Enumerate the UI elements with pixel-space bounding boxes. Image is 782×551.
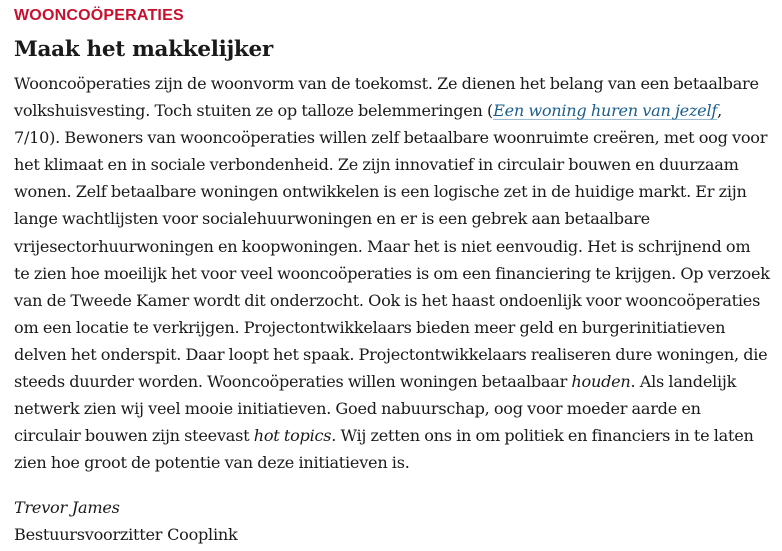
author-name: Trevor James (14, 498, 120, 518)
article-headline: Maak het makkelijker (14, 37, 273, 62)
referenced-article-link[interactable]: Een woning huren van jezelf (493, 101, 718, 121)
body-text-part-4: . Wij zetten ons in om politiek en financiers in te laten zien hoe groot de potentie van deze initiatieven is. (14, 426, 754, 473)
signature-block (14, 494, 770, 548)
body-text-part-2: , 7/10). Bewoners van wooncoöperaties willen zelf betaalbare woonruimte creëren, met oog voor het klimaat en in sociale verbondenheid. Ze zijn innovatief in circulair bouwen en duurzaam wonen. Zelf betaalbare woningen ontwikkelen is een logische zet in de huidige markt. Er zijn lange wachtlijsten voor socialehuurwoningen en er is een gebrek aan betaalbare vrijesectorhuurwoningen en koopwoningen. Maar het is niet eenvoudig. Het is schrijnend om te zien hoe moeilijk het voor veel wooncoöperaties is om een financiering te krijgen. Op verzoek van de Tweede Kamer wordt dit onderzocht. Ook is het haast ondoenlijk voor wooncoöperaties om een locatie te verkrijgen. Projectontwikkelaars bieden meer geld en burgerinitiatieven delven het onderspit. Daar loopt het spaak. Projectontwikkelaars realiseren dure woningen, die steeds duurder worden. Wooncoöperaties willen woningen betaalbaar (14, 101, 770, 392)
section-kicker: WOONCOÖPERATIES (14, 7, 184, 24)
emphasis-houden: houden (571, 372, 631, 392)
letter-article (14, 6, 770, 548)
body-text-part-3: . Als landelijk netwerk zien wij veel mooie initiatieven. Goed nabuurschap, oog voor moeder aarde en circulair bouwen zijn steevast (14, 372, 737, 446)
emphasis-hot-topics: hot topics (253, 426, 332, 446)
author-role: Bestuursvoorzitter Cooplink (14, 525, 238, 545)
article-body (14, 70, 770, 476)
body-text-part-1: Wooncoöperaties zijn de woonvorm van de toekomst. Ze dienen het belang van een betaalbare volkshuisvesting. Toch stuiten ze op talloze belemmeringen ( (14, 74, 759, 121)
